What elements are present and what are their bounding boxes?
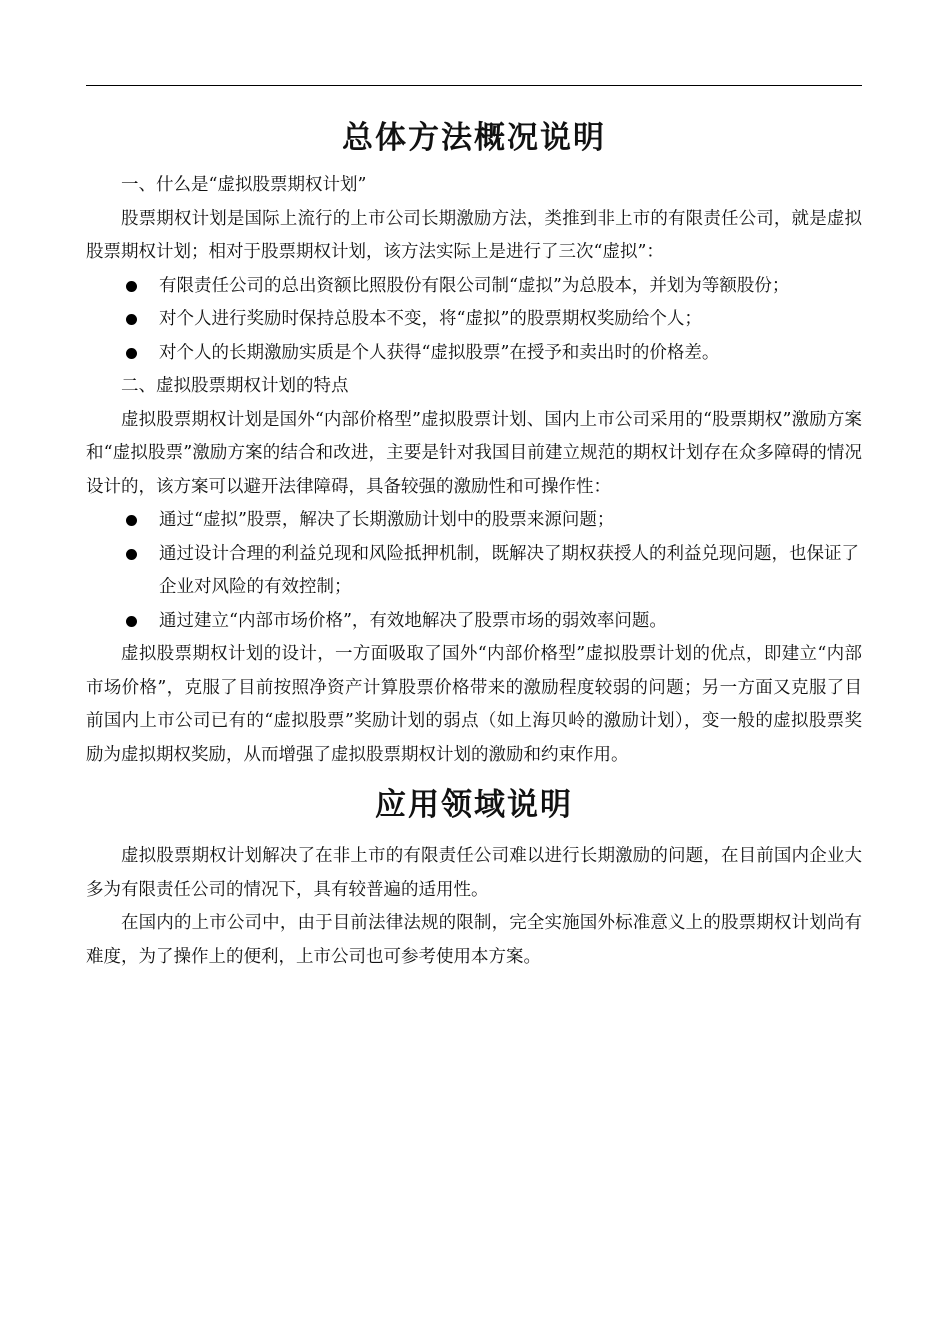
- subheading-what-is: 一、什么是“虚拟股票期权计划”: [121, 175, 367, 195]
- paragraph-features: 虚拟股票期权计划是国外“内部价格型”虚拟股票计划、国内上市公司采用的“股票期权”激励方案和“虚拟股票”激励方案的结合和改进，主要是针对我国目前建立规范的期权计划存在众多障碍的情况设计的，该方案可以避开法律障碍，具备较强的激励性和可操作性：: [86, 409, 862, 497]
- bullet-dot-icon: [126, 616, 137, 627]
- header-rule: [86, 85, 862, 86]
- subheading-features: 二、虚拟股票期权计划的特点: [121, 376, 349, 396]
- bullet-list-virtualization: [86, 270, 862, 371]
- list-item-text: 通过“虚拟”股票，解决了长期激励计划中的股票来源问题；: [159, 510, 615, 530]
- paragraph-listed-companies: 在国内的上市公司中，由于目前法律法规的限制，完全实施国外标准意义上的股票期权计划尚有难度，为了操作上的便利，上市公司也可参考使用本方案。: [86, 913, 862, 967]
- section-title-application: 应用领域说明: [375, 787, 573, 823]
- list-item-text: 通过设计合理的利益兑现和风险抵押机制，既解决了期权获授人的利益兑现问题，也保证了企业对风险的有效控制；: [159, 543, 859, 597]
- list-item: [86, 504, 862, 538]
- list-item: [86, 538, 862, 605]
- list-item: [86, 337, 862, 371]
- section-title-overview: 总体方法概况说明: [342, 120, 606, 156]
- list-item-text: 通过建立“内部市场价格”，有效地解决了股票市场的弱效率问题。: [159, 610, 667, 631]
- list-item-text: 对个人进行奖励时保持总股本不变，将“虚拟”的股票期权奖励给个人；: [159, 309, 702, 329]
- list-item: [86, 605, 862, 639]
- list-item: [86, 303, 862, 337]
- bullet-dot-icon: [126, 348, 137, 359]
- document-body: [86, 113, 862, 974]
- paragraph-applicability: 虚拟股票期权计划解决了在非上市的有限责任公司难以进行长期激励的问题，在目前国内企业大多为有限责任公司的情况下，具有较普遍的适用性。: [86, 846, 862, 900]
- paragraph-definition: 股票期权计划是国际上流行的上市公司长期激励方法，类推到非上市的有限责任公司，就是虚拟股票期权计划；相对于股票期权计划，该方法实际上是进行了三次“虚拟”：: [86, 208, 862, 262]
- list-item-text: 有限责任公司的总出资额比照股份有限公司制“虚拟”为总股本，并划为等额股份；: [159, 275, 790, 296]
- list-item: [86, 270, 862, 304]
- list-item-text: 对个人的长期激励实质是个人获得“虚拟股票”在授予和卖出时的价格差。: [159, 342, 720, 363]
- bullet-dot-icon: [126, 281, 137, 292]
- paragraph-design: 虚拟股票期权计划的设计，一方面吸取了国外“内部价格型”虚拟股票计划的优点，即建立“内部市场价格”，克服了目前按照净资产计算股票价格带来的激励程度较弱的问题；另一方面又克服了目前国内上市公司已有的“虚拟股票”奖励计划的弱点（如上海贝岭的激励计划），变一般的虚拟股票奖励为虚拟期权奖励，从而增强了虚拟股票期权计划的激励和约束作用。: [86, 644, 862, 765]
- bullet-dot-icon: [126, 515, 137, 526]
- bullet-list-features: [86, 504, 862, 638]
- bullet-dot-icon: [126, 549, 137, 560]
- bullet-dot-icon: [126, 314, 137, 325]
